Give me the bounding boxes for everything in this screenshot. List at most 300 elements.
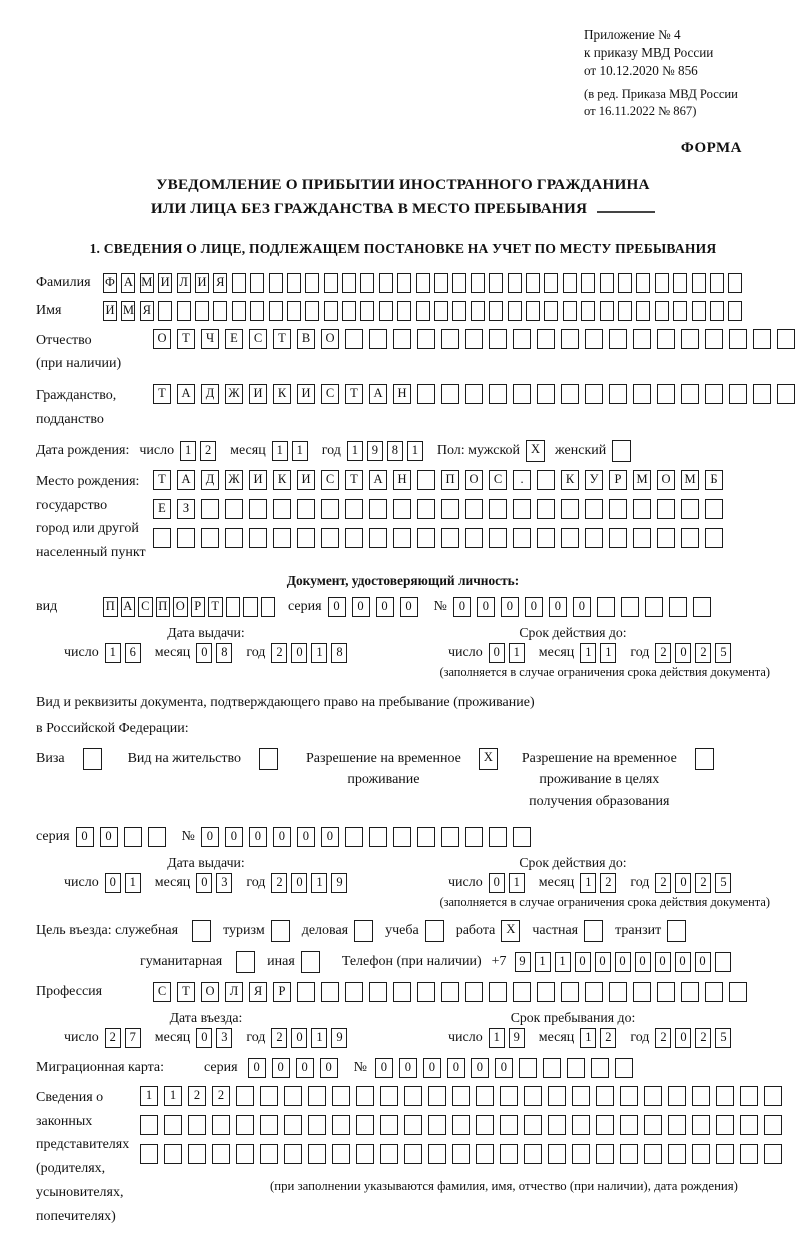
char-cell[interactable] [633, 329, 651, 349]
char-cell[interactable] [561, 384, 579, 404]
char-cell[interactable] [537, 470, 555, 490]
permit-valid-month[interactable] [580, 873, 620, 893]
char-cell[interactable]: 0 [675, 952, 691, 972]
char-cell[interactable] [452, 1115, 470, 1135]
char-cell[interactable] [544, 273, 558, 293]
char-cell[interactable] [269, 273, 283, 293]
char-cell[interactable] [397, 273, 411, 293]
char-cell[interactable] [271, 920, 290, 942]
char-cell[interactable]: 2 [600, 873, 616, 893]
char-cell[interactable] [609, 499, 627, 519]
char-cell[interactable]: 0 [249, 827, 267, 847]
char-cell[interactable]: 0 [273, 827, 291, 847]
char-cell[interactable] [369, 499, 387, 519]
char-cell[interactable] [465, 384, 483, 404]
char-cell[interactable]: 0 [595, 952, 611, 972]
char-cell[interactable]: 0 [573, 597, 591, 617]
char-cell[interactable]: Я [213, 273, 227, 293]
sex-male-checkbox[interactable] [526, 440, 545, 462]
char-cell[interactable] [297, 499, 315, 519]
char-cell[interactable] [561, 329, 579, 349]
char-cell[interactable]: 0 [635, 952, 651, 972]
char-cell[interactable] [705, 982, 723, 1002]
char-cell[interactable] [561, 528, 579, 548]
char-cell[interactable] [356, 1144, 374, 1164]
surname-cells[interactable] [103, 273, 747, 293]
char-cell[interactable] [489, 982, 507, 1002]
char-cell[interactable] [260, 1086, 278, 1106]
patronymic-cells[interactable] [153, 329, 800, 349]
char-cell[interactable]: 0 [196, 873, 212, 893]
char-cell[interactable] [695, 748, 714, 770]
char-cell[interactable]: 1 [311, 1028, 327, 1048]
char-cell[interactable] [213, 301, 227, 321]
doc-type-cells[interactable] [103, 597, 278, 617]
char-cell[interactable] [321, 528, 339, 548]
purpose-business-checkbox[interactable] [354, 920, 373, 942]
char-cell[interactable] [572, 1086, 590, 1106]
char-cell[interactable]: А [369, 470, 387, 490]
char-cell[interactable] [526, 301, 540, 321]
char-cell[interactable] [356, 1115, 374, 1135]
char-cell[interactable] [441, 499, 459, 519]
char-cell[interactable] [705, 499, 723, 519]
char-cell[interactable]: А [177, 470, 195, 490]
char-cell[interactable] [537, 384, 555, 404]
edu-permit-checkbox[interactable] [695, 748, 714, 770]
char-cell[interactable]: 1 [311, 873, 327, 893]
stay-day[interactable] [489, 1028, 529, 1048]
char-cell[interactable] [417, 470, 435, 490]
purpose-tourism-checkbox[interactable] [271, 920, 290, 942]
char-cell[interactable] [633, 982, 651, 1002]
char-cell[interactable] [287, 301, 301, 321]
char-cell[interactable]: 0 [76, 827, 94, 847]
char-cell[interactable] [380, 1115, 398, 1135]
char-cell[interactable] [728, 301, 742, 321]
char-cell[interactable]: Б [705, 470, 723, 490]
phone-cells[interactable] [515, 952, 735, 972]
char-cell[interactable] [284, 1144, 302, 1164]
char-cell[interactable] [657, 384, 675, 404]
char-cell[interactable] [657, 528, 675, 548]
char-cell[interactable]: 1 [580, 643, 596, 663]
char-cell[interactable] [681, 528, 699, 548]
char-cell[interactable] [692, 301, 706, 321]
char-cell[interactable] [715, 952, 731, 972]
char-cell[interactable] [158, 301, 172, 321]
char-cell[interactable]: 0 [489, 643, 505, 663]
char-cell[interactable]: 0 [196, 1028, 212, 1048]
char-cell[interactable] [345, 528, 363, 548]
char-cell[interactable]: 5 [715, 1028, 731, 1048]
char-cell[interactable] [393, 499, 411, 519]
char-cell[interactable] [226, 597, 241, 617]
char-cell[interactable]: 0 [400, 597, 418, 617]
char-cell[interactable]: А [369, 384, 387, 404]
char-cell[interactable]: Т [153, 384, 171, 404]
char-cell[interactable] [465, 528, 483, 548]
char-cell[interactable]: К [273, 470, 291, 490]
char-cell[interactable] [201, 528, 219, 548]
char-cell[interactable]: 0 [489, 873, 505, 893]
doc-series-cells[interactable] [328, 597, 424, 617]
char-cell[interactable]: 3 [216, 873, 232, 893]
char-cell[interactable]: И [297, 384, 315, 404]
purpose-official-checkbox[interactable] [192, 920, 211, 942]
char-cell[interactable] [417, 384, 435, 404]
char-cell[interactable] [524, 1086, 542, 1106]
char-cell[interactable] [585, 982, 603, 1002]
char-cell[interactable] [397, 301, 411, 321]
char-cell[interactable] [692, 1144, 710, 1164]
char-cell[interactable] [584, 920, 603, 942]
char-cell[interactable] [236, 951, 255, 973]
char-cell[interactable] [417, 499, 435, 519]
char-cell[interactable] [236, 1115, 254, 1135]
char-cell[interactable]: 8 [387, 441, 403, 461]
char-cell[interactable] [618, 273, 632, 293]
char-cell[interactable] [673, 273, 687, 293]
char-cell[interactable] [681, 499, 699, 519]
char-cell[interactable]: М [121, 301, 135, 321]
char-cell[interactable] [345, 982, 363, 1002]
char-cell[interactable] [441, 827, 459, 847]
citizenship-cells[interactable] [153, 384, 800, 404]
char-cell[interactable] [716, 1144, 734, 1164]
char-cell[interactable] [636, 273, 650, 293]
representatives-row1-cells[interactable] [140, 1086, 788, 1106]
char-cell[interactable] [249, 499, 267, 519]
doc-number-cells[interactable] [453, 597, 717, 617]
stay-year[interactable] [655, 1028, 735, 1048]
char-cell[interactable] [354, 920, 373, 942]
char-cell[interactable] [543, 1058, 561, 1078]
char-cell[interactable]: 2 [655, 1028, 671, 1048]
char-cell[interactable]: О [201, 982, 219, 1002]
char-cell[interactable]: 8 [216, 643, 232, 663]
char-cell[interactable]: 0 [100, 827, 118, 847]
identity-issue-day[interactable] [105, 643, 145, 663]
char-cell[interactable]: 0 [453, 597, 471, 617]
char-cell[interactable]: 1 [580, 1028, 596, 1048]
char-cell[interactable]: М [681, 470, 699, 490]
char-cell[interactable]: 0 [297, 827, 315, 847]
char-cell[interactable] [615, 1058, 633, 1078]
char-cell[interactable] [728, 273, 742, 293]
char-cell[interactable] [259, 748, 278, 770]
char-cell[interactable]: 0 [291, 643, 307, 663]
char-cell[interactable] [417, 827, 435, 847]
char-cell[interactable] [548, 1115, 566, 1135]
char-cell[interactable]: И [195, 273, 209, 293]
char-cell[interactable]: 9 [515, 952, 531, 972]
char-cell[interactable]: Т [177, 982, 195, 1002]
char-cell[interactable]: 0 [320, 1058, 338, 1078]
permit-issue-month[interactable] [196, 873, 236, 893]
char-cell[interactable] [681, 329, 699, 349]
char-cell[interactable] [563, 301, 577, 321]
char-cell[interactable] [513, 384, 531, 404]
char-cell[interactable]: С [321, 470, 339, 490]
char-cell[interactable] [177, 528, 195, 548]
char-cell[interactable] [393, 329, 411, 349]
char-cell[interactable]: 0 [675, 873, 691, 893]
char-cell[interactable] [572, 1115, 590, 1135]
char-cell[interactable] [369, 528, 387, 548]
char-cell[interactable] [188, 1144, 206, 1164]
entry-year[interactable] [271, 1028, 351, 1048]
purpose-private-checkbox[interactable] [584, 920, 603, 942]
char-cell[interactable] [500, 1086, 518, 1106]
char-cell[interactable] [668, 1086, 686, 1106]
char-cell[interactable]: 0 [291, 1028, 307, 1048]
char-cell[interactable]: У [585, 470, 603, 490]
char-cell[interactable] [489, 329, 507, 349]
char-cell[interactable] [537, 528, 555, 548]
char-cell[interactable] [596, 1115, 614, 1135]
char-cell[interactable] [705, 528, 723, 548]
char-cell[interactable] [513, 827, 531, 847]
purpose-study-checkbox[interactable] [425, 920, 444, 942]
char-cell[interactable] [201, 499, 219, 519]
char-cell[interactable]: Т [345, 470, 363, 490]
char-cell[interactable] [434, 301, 448, 321]
char-cell[interactable] [148, 827, 166, 847]
char-cell[interactable] [609, 384, 627, 404]
char-cell[interactable] [716, 1086, 734, 1106]
char-cell[interactable]: 1 [164, 1086, 182, 1106]
char-cell[interactable]: 9 [367, 441, 383, 461]
char-cell[interactable] [404, 1115, 422, 1135]
char-cell[interactable]: 0 [675, 643, 691, 663]
char-cell[interactable] [655, 301, 669, 321]
char-cell[interactable]: 0 [105, 873, 121, 893]
birthplace-row3-cells[interactable] [153, 528, 729, 548]
char-cell[interactable] [324, 273, 338, 293]
purpose-work-checkbox[interactable] [501, 920, 520, 942]
char-cell[interactable]: . [513, 470, 531, 490]
char-cell[interactable] [681, 384, 699, 404]
char-cell[interactable]: 6 [125, 643, 141, 663]
char-cell[interactable] [633, 499, 651, 519]
char-cell[interactable]: О [321, 329, 339, 349]
char-cell[interactable] [740, 1144, 758, 1164]
char-cell[interactable] [524, 1144, 542, 1164]
char-cell[interactable] [508, 273, 522, 293]
char-cell[interactable]: А [121, 273, 135, 293]
char-cell[interactable] [705, 384, 723, 404]
char-cell[interactable] [513, 982, 531, 1002]
char-cell[interactable]: Т [345, 384, 363, 404]
identity-valid-year[interactable] [655, 643, 735, 663]
char-cell[interactable]: 0 [675, 1028, 691, 1048]
permit-issue-year[interactable] [271, 873, 351, 893]
char-cell[interactable] [692, 1086, 710, 1106]
char-cell[interactable] [513, 499, 531, 519]
purpose-transit-checkbox[interactable] [667, 920, 686, 942]
temp-permit-checkbox[interactable] [479, 748, 498, 770]
char-cell[interactable]: 2 [200, 441, 216, 461]
char-cell[interactable] [600, 273, 614, 293]
char-cell[interactable] [669, 597, 687, 617]
char-cell[interactable] [609, 329, 627, 349]
char-cell[interactable]: 1 [600, 643, 616, 663]
char-cell[interactable]: 1 [311, 643, 327, 663]
char-cell[interactable]: О [465, 470, 483, 490]
char-cell[interactable] [673, 301, 687, 321]
char-cell[interactable] [250, 273, 264, 293]
char-cell[interactable] [740, 1115, 758, 1135]
char-cell[interactable]: О [657, 470, 675, 490]
char-cell[interactable] [345, 329, 363, 349]
char-cell[interactable] [537, 329, 555, 349]
char-cell[interactable] [324, 301, 338, 321]
purpose-other-checkbox[interactable] [301, 951, 320, 973]
char-cell[interactable] [668, 1144, 686, 1164]
char-cell[interactable] [393, 982, 411, 1002]
stay-month[interactable] [580, 1028, 620, 1048]
char-cell[interactable]: 1 [347, 441, 363, 461]
char-cell[interactable] [489, 827, 507, 847]
char-cell[interactable] [425, 920, 444, 942]
char-cell[interactable]: Ж [225, 470, 243, 490]
char-cell[interactable]: 1 [272, 441, 288, 461]
char-cell[interactable] [585, 384, 603, 404]
char-cell[interactable] [585, 499, 603, 519]
char-cell[interactable]: Я [140, 301, 154, 321]
char-cell[interactable]: Н [393, 384, 411, 404]
char-cell[interactable] [692, 273, 706, 293]
char-cell[interactable] [188, 1115, 206, 1135]
char-cell[interactable] [465, 329, 483, 349]
char-cell[interactable]: Е [153, 499, 171, 519]
char-cell[interactable]: Л [225, 982, 243, 1002]
char-cell[interactable] [236, 1144, 254, 1164]
char-cell[interactable] [393, 528, 411, 548]
char-cell[interactable] [308, 1144, 326, 1164]
char-cell[interactable] [225, 499, 243, 519]
char-cell[interactable]: 0 [225, 827, 243, 847]
char-cell[interactable] [668, 1115, 686, 1135]
char-cell[interactable] [287, 273, 301, 293]
char-cell[interactable] [379, 301, 393, 321]
char-cell[interactable] [644, 1086, 662, 1106]
char-cell[interactable] [657, 329, 675, 349]
char-cell[interactable]: С [153, 982, 171, 1002]
char-cell[interactable] [710, 273, 724, 293]
char-cell[interactable]: X [526, 440, 545, 462]
identity-issue-month[interactable] [196, 643, 236, 663]
char-cell[interactable] [513, 528, 531, 548]
char-cell[interactable] [567, 1058, 585, 1078]
char-cell[interactable]: Е [225, 329, 243, 349]
char-cell[interactable] [153, 528, 171, 548]
char-cell[interactable] [620, 1144, 638, 1164]
char-cell[interactable] [655, 273, 669, 293]
char-cell[interactable] [581, 273, 595, 293]
char-cell[interactable] [644, 1144, 662, 1164]
char-cell[interactable] [633, 384, 651, 404]
birth-day-cells[interactable] [180, 441, 220, 461]
char-cell[interactable]: И [158, 273, 172, 293]
char-cell[interactable] [195, 301, 209, 321]
char-cell[interactable] [618, 301, 632, 321]
char-cell[interactable] [308, 1086, 326, 1106]
char-cell[interactable] [508, 301, 522, 321]
char-cell[interactable] [249, 528, 267, 548]
char-cell[interactable] [441, 384, 459, 404]
char-cell[interactable]: 0 [695, 952, 711, 972]
char-cell[interactable]: 2 [271, 643, 287, 663]
char-cell[interactable]: 0 [248, 1058, 266, 1078]
char-cell[interactable] [417, 528, 435, 548]
char-cell[interactable] [380, 1086, 398, 1106]
char-cell[interactable]: А [121, 597, 136, 617]
char-cell[interactable]: 1 [555, 952, 571, 972]
char-cell[interactable] [596, 1086, 614, 1106]
char-cell[interactable] [681, 982, 699, 1002]
char-cell[interactable] [356, 1086, 374, 1106]
char-cell[interactable] [513, 329, 531, 349]
char-cell[interactable] [441, 528, 459, 548]
char-cell[interactable] [441, 982, 459, 1002]
char-cell[interactable] [621, 597, 639, 617]
char-cell[interactable]: Я [249, 982, 267, 1002]
char-cell[interactable]: 7 [125, 1028, 141, 1048]
char-cell[interactable] [620, 1086, 638, 1106]
char-cell[interactable]: 2 [212, 1086, 230, 1106]
char-cell[interactable] [476, 1115, 494, 1135]
char-cell[interactable]: Т [153, 470, 171, 490]
char-cell[interactable] [585, 329, 603, 349]
char-cell[interactable] [124, 827, 142, 847]
char-cell[interactable]: 9 [331, 1028, 347, 1048]
char-cell[interactable] [360, 301, 374, 321]
identity-valid-month[interactable] [580, 643, 620, 663]
visa-checkbox[interactable] [83, 748, 102, 770]
char-cell[interactable] [416, 301, 430, 321]
char-cell[interactable] [600, 301, 614, 321]
char-cell[interactable] [753, 384, 771, 404]
char-cell[interactable] [585, 528, 603, 548]
char-cell[interactable]: Д [201, 470, 219, 490]
char-cell[interactable]: А [177, 384, 195, 404]
char-cell[interactable] [212, 1144, 230, 1164]
char-cell[interactable]: Ж [225, 384, 243, 404]
char-cell[interactable]: И [249, 470, 267, 490]
char-cell[interactable] [465, 982, 483, 1002]
char-cell[interactable] [380, 1144, 398, 1164]
char-cell[interactable]: 0 [328, 597, 346, 617]
char-cell[interactable] [301, 951, 320, 973]
migration-series-cells[interactable] [248, 1058, 344, 1078]
char-cell[interactable] [657, 982, 675, 1002]
char-cell[interactable]: 0 [447, 1058, 465, 1078]
char-cell[interactable] [489, 273, 503, 293]
char-cell[interactable]: 0 [321, 827, 339, 847]
char-cell[interactable] [261, 597, 276, 617]
char-cell[interactable] [284, 1115, 302, 1135]
char-cell[interactable] [369, 329, 387, 349]
char-cell[interactable] [777, 329, 795, 349]
char-cell[interactable]: Т [273, 329, 291, 349]
char-cell[interactable]: 1 [489, 1028, 505, 1048]
char-cell[interactable] [645, 597, 663, 617]
profession-cells[interactable] [153, 982, 753, 1002]
char-cell[interactable] [321, 982, 339, 1002]
char-cell[interactable] [297, 982, 315, 1002]
